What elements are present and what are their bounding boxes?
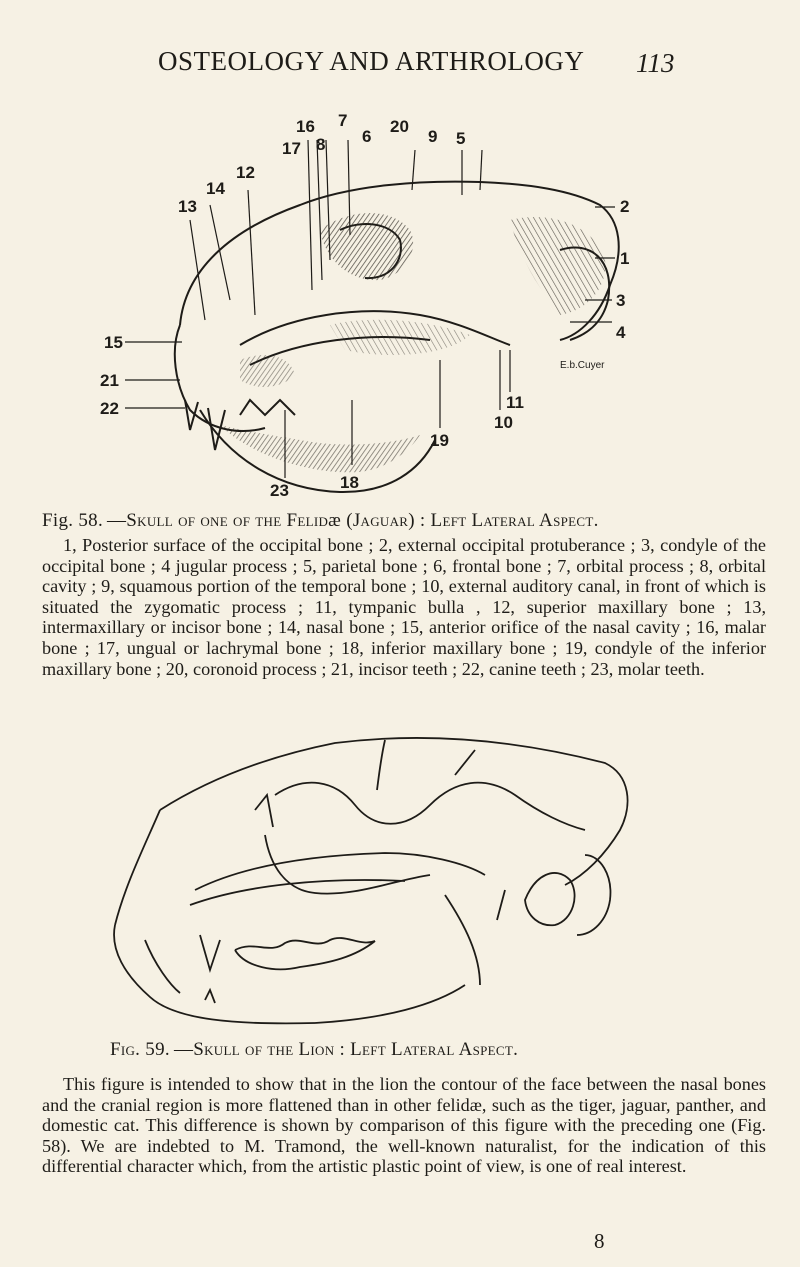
running-title: OSTEOLOGY AND ARTHROLOGY xyxy=(158,46,585,76)
label-23: 23 xyxy=(270,481,289,500)
figure-58-number-labels xyxy=(100,111,629,500)
figure-58-jaguar-skull xyxy=(90,110,670,510)
label-3: 3 xyxy=(616,291,626,310)
label-1: 1 xyxy=(620,249,630,268)
figure-59-lion-skull xyxy=(85,735,645,1030)
label-16: 16 xyxy=(296,117,315,136)
figure-59-title-rest: Left Lateral Aspect. xyxy=(350,1039,519,1060)
label-19: 19 xyxy=(430,431,449,450)
label-15: 15 xyxy=(104,333,123,352)
label-4: 4 xyxy=(616,323,626,342)
leader-lines xyxy=(125,140,615,478)
label-20: 20 xyxy=(390,117,409,136)
skull-shading xyxy=(220,213,605,472)
label-21: 21 xyxy=(100,371,119,390)
lion-skull-outline-drawing xyxy=(85,735,645,1030)
signature-mark: 8 xyxy=(594,1229,605,1253)
figure-59-caption xyxy=(110,1039,518,1061)
figure-59-number: Fig. 59. xyxy=(110,1039,170,1060)
figure-58-legend: 1, Posterior surface of the occipital bone ; 2, external occipital protuberance ; 3, condyle of the occipital bone ; 4 jugular process ; 5, parietal bone ; 6, frontal bone ; 7, orbital process ; 8, orbital cavity ; 9, squamous portion of the temporal bone ; 10, external auditory canal, in front of which is situated the zygomatic process ; 11, tympanic bulla , 12, superior maxillary bone ; 13, intermaxillary or incisor bone ; 14, nasal bone ; 15, anterior orifice of the nasal cavity ; 16, malar bone ; 17, ungual or lachrymal bone ; 18, inferior maxillary bone ; 19, condyle of the inferior maxillary bone ; 20, coronoid process ; 21, incisor teeth ; 22, canine teeth ; 23, molar teeth. xyxy=(42,535,766,679)
label-17: 17 xyxy=(282,139,301,158)
page-header xyxy=(0,46,800,86)
label-18: 18 xyxy=(340,473,359,492)
label-14: 14 xyxy=(206,179,225,198)
figure-58-number: Fig. 58. xyxy=(42,510,103,531)
lion-skull-lines xyxy=(114,738,628,1023)
label-12: 12 xyxy=(236,163,255,182)
label-9: 9 xyxy=(428,127,438,146)
page-number: 113 xyxy=(636,48,675,78)
figure-58-title-ae: æ xyxy=(328,510,342,531)
label-2: 2 xyxy=(620,197,630,216)
label-8: 8 xyxy=(316,135,326,154)
label-11: 11 xyxy=(506,393,524,412)
artist-signature: E.b.Cuyer xyxy=(560,360,605,371)
label-7: 7 xyxy=(338,111,348,130)
label-22: 22 xyxy=(100,399,119,418)
label-13: 13 xyxy=(178,197,197,216)
figure-58-title-prefix: —Skull of one of the Felid xyxy=(107,510,329,531)
label-10: 10 xyxy=(494,413,513,432)
figure-59-title-prefix: —Skull of the Lion : xyxy=(173,1039,351,1060)
body-paragraph: This figure is intended to show that in the lion the contour of the face between the nasal bones and the cranial region is more flattened than in other felidæ, such as the tiger, jaguar, panther, and domestic cat. This difference is shown by comparison of this figure with the preceding one (Fig. 58). We are indebted to M. Tramond, the well-known naturalist, for the indication of this differential character which, from the artistic plastic point of view, is one of real interest. xyxy=(42,1074,766,1177)
jaguar-skull-drawing xyxy=(90,110,670,510)
label-5: 5 xyxy=(456,129,466,148)
figure-58-title-end: . xyxy=(593,510,599,531)
figure-58-title-rest: (Jaguar) : Left Lateral Aspect xyxy=(341,510,594,531)
figure-58-caption xyxy=(42,510,599,532)
label-6: 6 xyxy=(362,127,372,146)
